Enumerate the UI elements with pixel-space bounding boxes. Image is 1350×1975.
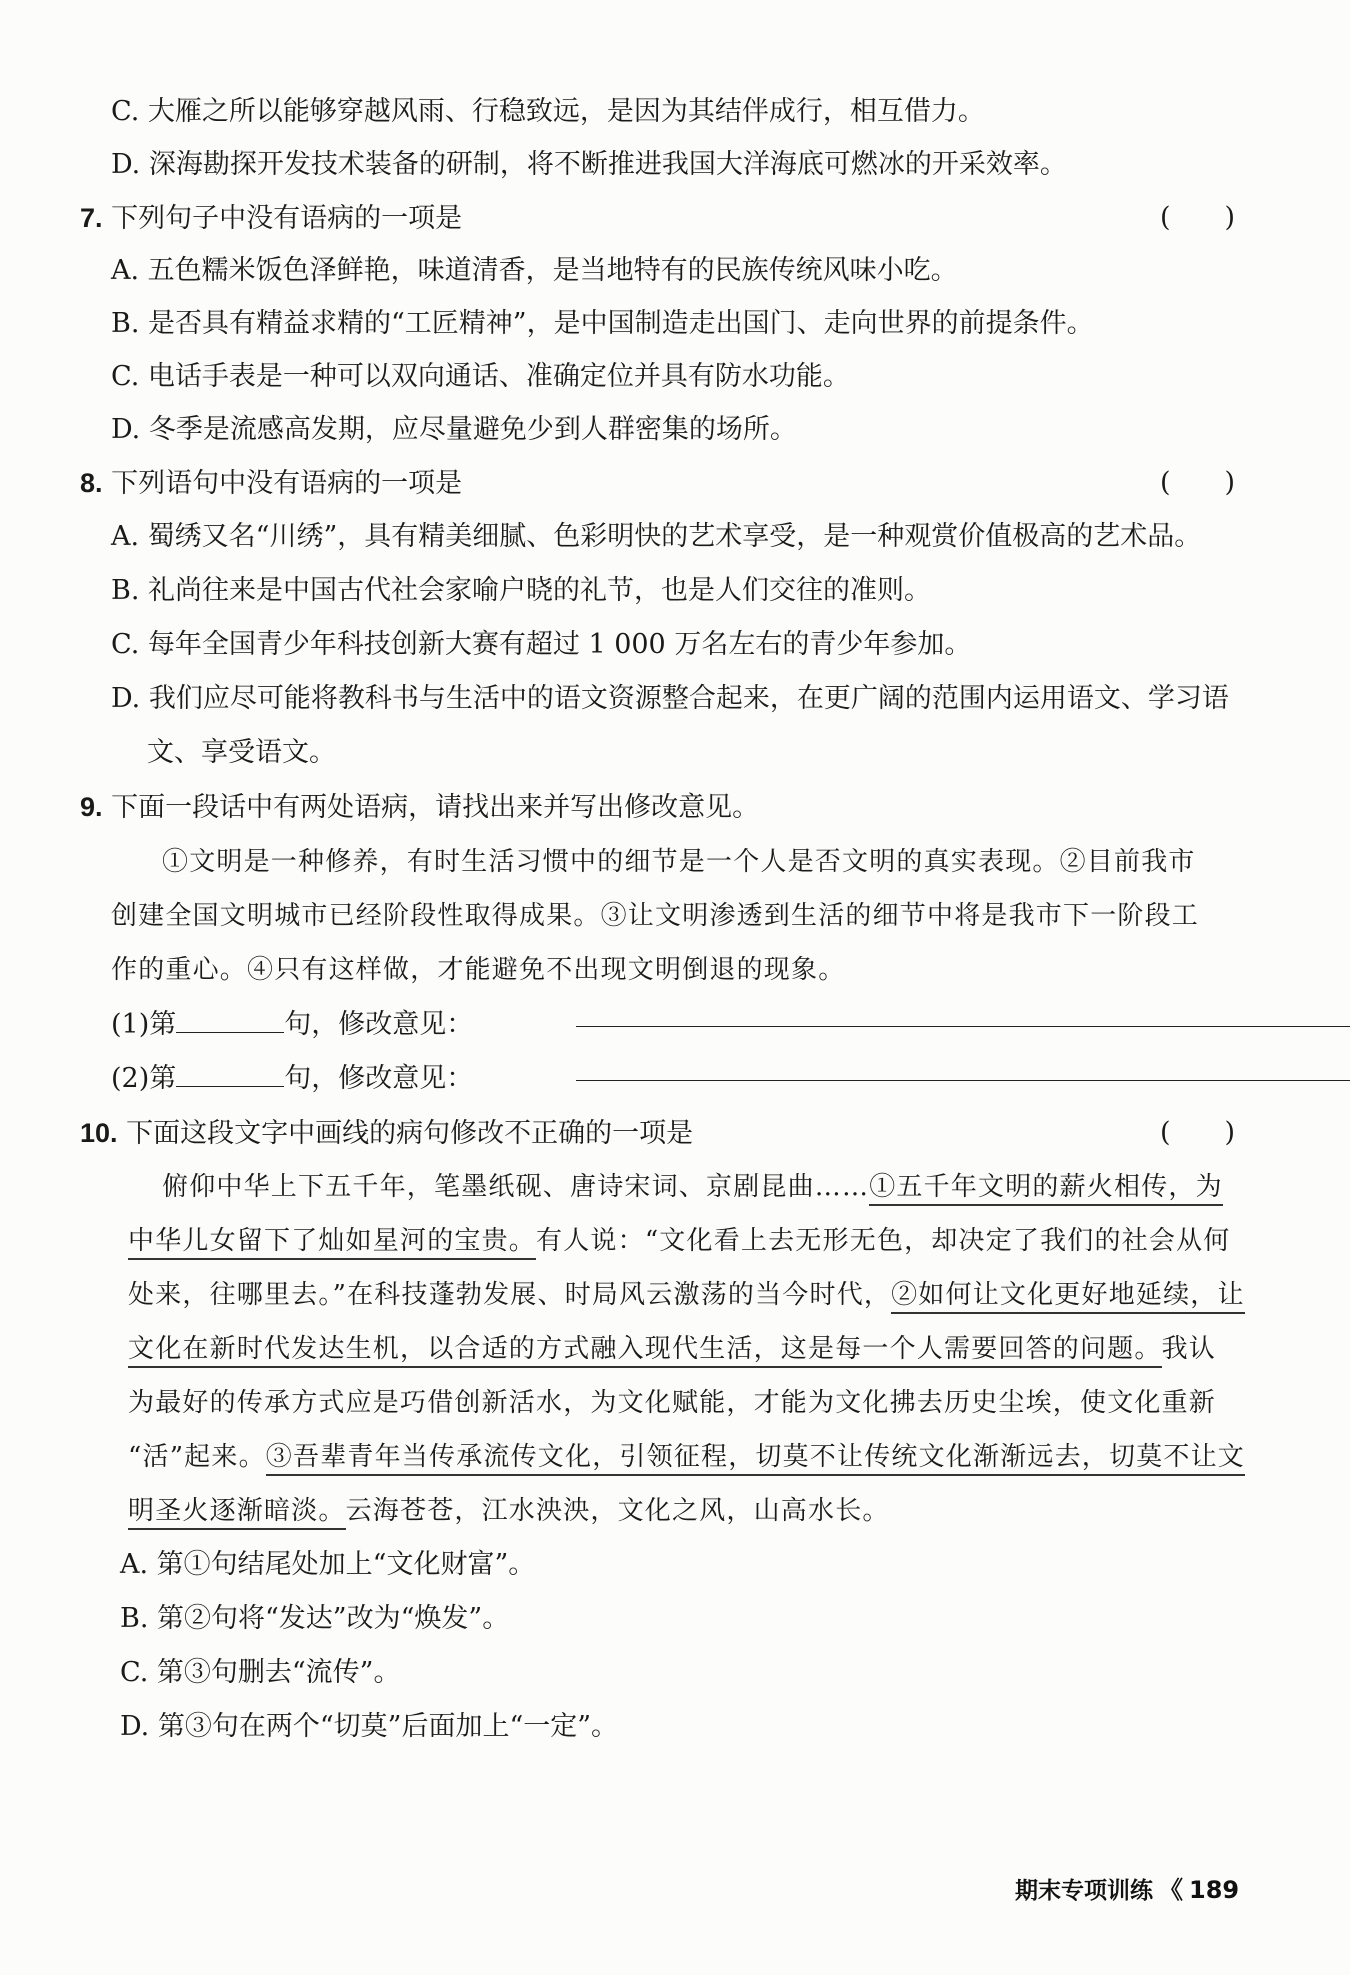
q9-answer-1-sentence-blank[interactable] — [176, 998, 284, 1033]
q7-stem-line — [80, 191, 462, 245]
q7-number: 7. — [80, 203, 103, 233]
q10-underlined-sentence-2-end: 文化在新时代发达生机，以合适的方式融入现代生活，这是每一个人需要回答的问题。 — [128, 1334, 1162, 1368]
q10-passage-line-4 — [128, 1322, 1216, 1376]
q9-passage-line-1: ①文明是一种修养，有时生活习惯中的细节是一个人是否文明的真实表现。②目前我市 — [162, 847, 1196, 877]
q9-answer-1-revision-blank[interactable] — [576, 1026, 1350, 1027]
q8-answer-paren[interactable]: ( ) — [1160, 467, 1236, 498]
q10-option-c[interactable]: C. 第③句删去“流传”。 — [120, 1657, 401, 1688]
q9-answer-2-sentence-blank[interactable] — [176, 1052, 284, 1087]
q9-answer-2-label: (2)第 — [111, 1063, 177, 1094]
q9-passage-line-3: 作的重心。④只有这样做，才能避免不出现文明倒退的现象。 — [111, 955, 846, 985]
q7-answer-paren[interactable]: ( ) — [1160, 202, 1236, 233]
page-number: 189 — [1189, 1876, 1240, 1904]
q9-answer-2-revision-blank[interactable] — [576, 1080, 1350, 1081]
q9-answer-1-suffix: 句，修改意见： — [284, 1009, 474, 1040]
q7-option-a[interactable]: A. 五色糯米饭色泽鲜艳，味道清香，是当地特有的民族传统风味小吃。 — [111, 255, 958, 286]
q8-option-a[interactable]: A. 蜀绣又名“川绣”，具有精美细腻、色彩明快的艺术享受，是一种观赏价值极高的艺术品。 — [111, 521, 1202, 552]
q10-passage-line-2 — [128, 1214, 1231, 1268]
q6-option-c[interactable]: C. 大雁之所以能够穿越风雨、行稳致远，是因为其结伴成行，相互借力。 — [111, 96, 985, 127]
q10-passage-text: 俯仰中华上下五千年，笔墨纸砚、唐诗宋词、京剧昆曲…… — [162, 1172, 870, 1202]
double-chevron-left-icon: 《 — [1159, 1876, 1183, 1904]
q7-option-b[interactable]: B. 是否具有精益求精的“工匠精神”，是中国制造走出国门、走向世界的前提条件。 — [111, 308, 1094, 339]
q9-stem-line — [80, 780, 759, 834]
q8-stem-line — [80, 456, 462, 510]
q8-option-d[interactable]: D. 我们应尽可能将教科书与生活中的语文资源整合起来，在更广阔的范围内运用语文、学习语 — [111, 683, 1229, 714]
q7-stem: 下列句子中没有语病的一项是 — [111, 203, 463, 234]
q6-option-d[interactable]: D. 深海勘探开发技术装备的研制，将不断推进我国大洋海底可燃冰的开采效率。 — [111, 149, 1067, 180]
q10-option-d[interactable]: D. 第③句在两个“切莫”后面加上“一定”。 — [120, 1711, 619, 1742]
q10-option-b[interactable]: B. 第②句将“发达”改为“焕发”。 — [120, 1603, 510, 1634]
q10-passage-text: 处来，往哪里去。”在科技蓬勃发展、时局风云激荡的当今时代， — [128, 1280, 892, 1310]
q7-option-c[interactable]: C. 电话手表是一种可以双向通话、准确定位并具有防水功能。 — [111, 361, 850, 392]
q8-option-b[interactable]: B. 礼尚往来是中国古代社会家喻户晓的礼节，也是人们交往的准则。 — [111, 575, 932, 606]
q8-number: 8. — [80, 468, 103, 498]
q10-underlined-sentence-2: ②如何让文化更好地延续，让 — [891, 1280, 1245, 1314]
footer-section-title: 期末专项训练 — [1015, 1878, 1153, 1904]
q10-passage-line-5: 为最好的传承方式应是巧借创新活水，为文化赋能，才能为文化拂去历史尘埃，使文化重新 — [128, 1388, 1217, 1418]
q10-underlined-sentence-3-end: 明圣火逐渐暗淡。 — [128, 1496, 346, 1530]
q10-passage-text: 有人说：“文化看上去无形无色，却决定了我们的社会从何 — [536, 1226, 1231, 1256]
q10-underlined-sentence-1-end: 中华儿女留下了灿如星河的宝贵。 — [128, 1226, 536, 1260]
q9-number: 9. — [80, 792, 103, 822]
q9-answer-1-label: (1)第 — [111, 1009, 177, 1040]
q10-passage-line-3 — [128, 1268, 1245, 1322]
page-footer — [1015, 1870, 1239, 1910]
q10-passage-text: “活”起来。 — [128, 1442, 266, 1472]
q9-passage-line-2: 创建全国文明城市已经阶段性取得成果。③让文明渗透到生活的细节中将是我市下一阶段工 — [111, 901, 1200, 931]
q7-option-d[interactable]: D. 冬季是流感高发期，应尽量避免少到人群密集的场所。 — [111, 414, 797, 445]
q10-stem-line — [80, 1106, 693, 1160]
q10-passage-line-1 — [162, 1160, 1223, 1214]
q9-stem: 下面一段话中有两处语病，请找出来并写出修改意见。 — [111, 792, 760, 823]
q8-option-c[interactable]: C. 每年全国青少年科技创新大赛有超过 1 000 万名左右的青少年参加。 — [111, 629, 972, 660]
q10-passage-text: 我认 — [1161, 1334, 1217, 1364]
q9-answer-2-suffix: 句，修改意见： — [284, 1063, 474, 1094]
q10-option-a[interactable]: A. 第①句结尾处加上“文化财富”。 — [120, 1549, 536, 1580]
q10-underlined-sentence-3: ③吾辈青年当传承流传文化，引领征程，切莫不让传统文化渐渐远去，切莫不让文 — [266, 1442, 1245, 1476]
q10-number: 10. — [80, 1118, 118, 1148]
q10-passage-text: 云海苍苍，江水泱泱，文化之风，山高水长。 — [345, 1496, 890, 1526]
q10-passage-line-6 — [128, 1430, 1245, 1484]
q9-answer-row-2 — [111, 1052, 1251, 1106]
q10-passage-line-7 — [128, 1484, 890, 1538]
q8-stem: 下列语句中没有语病的一项是 — [111, 468, 463, 499]
q10-stem: 下面这段文字中画线的病句修改不正确的一项是 — [126, 1118, 694, 1149]
q10-answer-paren[interactable]: ( ) — [1160, 1117, 1236, 1148]
q8-option-d-continued: 文、享受语文。 — [147, 737, 336, 768]
q9-answer-row-1 — [111, 998, 1251, 1052]
q10-underlined-sentence-1: ①五千年文明的薪火相传，为 — [869, 1172, 1223, 1206]
